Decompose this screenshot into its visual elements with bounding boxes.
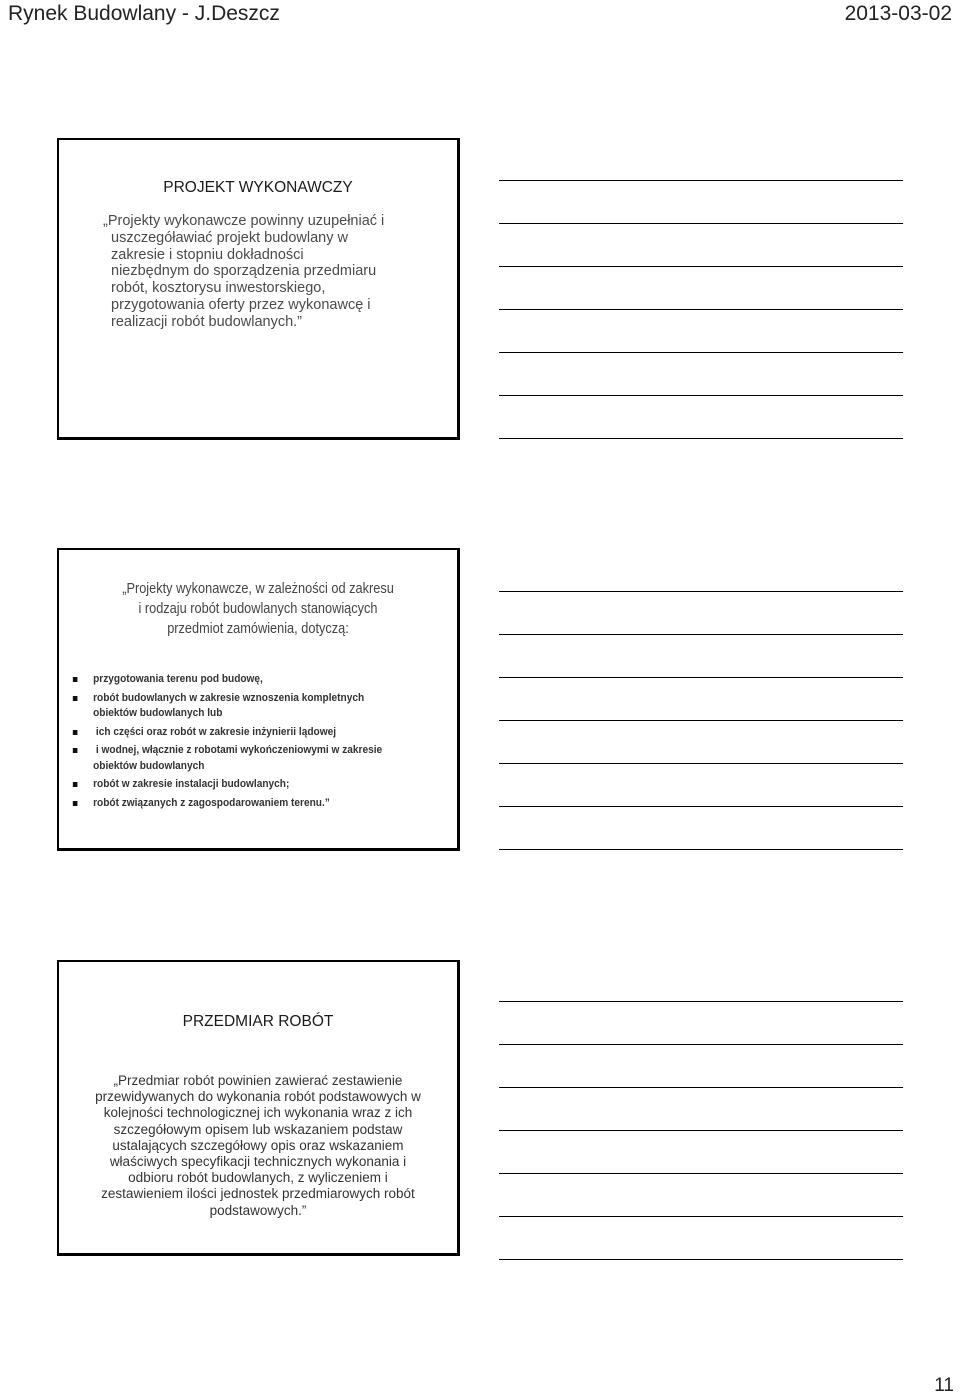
slide-przedmiar-robot xyxy=(57,960,460,1256)
body-line: „Projekty wykonawcze powinny uzupełniać i xyxy=(103,213,385,229)
slide-intro xyxy=(83,579,433,639)
note-line xyxy=(499,180,903,181)
intro-line: i rodzaju robót budowlanych stanowiących xyxy=(138,601,378,617)
note-line xyxy=(499,763,903,764)
body-line: właściwych specyfikacji technicznych wykonania i xyxy=(109,1154,407,1170)
body-line: uszczegóławiać projekt budowlany w xyxy=(111,229,348,246)
body-line: zakresie i stopniu dokładności xyxy=(111,246,304,263)
note-line xyxy=(499,395,903,396)
list-item xyxy=(71,743,421,774)
note-line xyxy=(499,309,903,310)
intro-line: przedmiot zamówienia, dotyczą: xyxy=(167,621,349,637)
square-bullet-icon xyxy=(73,782,78,787)
note-line xyxy=(499,438,903,439)
note-line xyxy=(499,1001,903,1002)
note-line xyxy=(499,1259,903,1260)
list-item-text: robót budowlanych w zakresie wznoszenia kompletnych xyxy=(93,691,365,704)
body-line: „Przedmiar robót powinien zawierać zestawienie xyxy=(113,1073,403,1088)
note-line xyxy=(499,1087,903,1088)
square-bullet-icon xyxy=(73,677,78,682)
list-item-text: ich części oraz robót w zakresie inżynierii lądowej xyxy=(93,725,337,738)
body-line: robót, kosztorysu inwestorskiego, xyxy=(111,280,326,297)
body-line: przewidywanych do wykonania robót podstawowych w xyxy=(95,1089,421,1105)
slide-title: PRZEDMIAR ROBÓT xyxy=(182,1013,334,1030)
list-item xyxy=(71,672,421,688)
note-line xyxy=(499,1173,903,1174)
list-item xyxy=(71,796,421,812)
note-line xyxy=(499,1044,903,1045)
slide-projekty-wykonawcze-zakres xyxy=(57,548,460,851)
list-item xyxy=(71,725,421,741)
square-bullet-icon xyxy=(73,748,78,753)
list-item xyxy=(71,691,421,722)
slide-title: PROJEKT WYKONAWCZY xyxy=(163,179,353,196)
body-line: zestawieniem ilości jednostek przedmiarowych robót xyxy=(101,1186,415,1202)
bullet-list xyxy=(71,672,421,814)
body-line: realizacji robót budowlanych.” xyxy=(111,313,303,330)
square-bullet-icon xyxy=(73,730,78,735)
slide-projekt-wykonawczy xyxy=(57,138,460,440)
list-item-text: przygotowania terenu pod budowę, xyxy=(93,673,263,685)
note-line xyxy=(499,591,903,592)
list-item-text: robót związanych z zagospodarowaniem terenu.” xyxy=(93,796,330,809)
note-line xyxy=(499,1216,903,1217)
document-date: 2013-03-02 xyxy=(844,2,952,25)
body-line: podstawowych.” xyxy=(209,1202,307,1218)
list-item-text: i wodnej, włącznie z robotami wykończeniowymi w zakresie xyxy=(93,744,383,756)
list-item-text: robót w zakresie instalacji budowlanych; xyxy=(93,778,290,790)
slide-body xyxy=(59,1073,457,1219)
note-line xyxy=(499,634,903,635)
list-item-text: obiektów budowlanych xyxy=(93,759,205,772)
list-item xyxy=(71,777,421,793)
page-number: 11 xyxy=(934,1375,954,1396)
body-line: ustalających szczegółowy opis oraz wskazaniem xyxy=(112,1137,404,1153)
note-line xyxy=(499,720,903,721)
intro-line: „Projekty wykonawcze, w zależności od zakresu xyxy=(122,581,394,597)
document-title: Rynek Budowlany - J.Deszcz xyxy=(8,2,280,25)
note-line xyxy=(499,352,903,353)
note-line xyxy=(499,266,903,267)
square-bullet-icon xyxy=(73,801,78,806)
body-line: odbioru robót budowlanych, z wyliczeniem i xyxy=(128,1170,388,1186)
slide-body xyxy=(103,213,431,331)
body-line: niezbędnym do sporządzenia przedmiaru xyxy=(111,263,377,280)
note-line xyxy=(499,223,903,224)
note-line xyxy=(499,677,903,678)
note-line xyxy=(499,849,903,850)
square-bullet-icon xyxy=(73,696,78,701)
body-line: kolejności technologicznej ich wykonania wraz z ich xyxy=(103,1105,413,1121)
note-line xyxy=(499,1130,903,1131)
list-item-text: obiektów budowlanych lub xyxy=(93,707,223,719)
body-line: przygotowania oferty przez wykonawcę i xyxy=(111,296,371,313)
note-line xyxy=(499,806,903,807)
body-line: szczegółowym opisem lub wskazaniem podstaw xyxy=(113,1121,403,1137)
